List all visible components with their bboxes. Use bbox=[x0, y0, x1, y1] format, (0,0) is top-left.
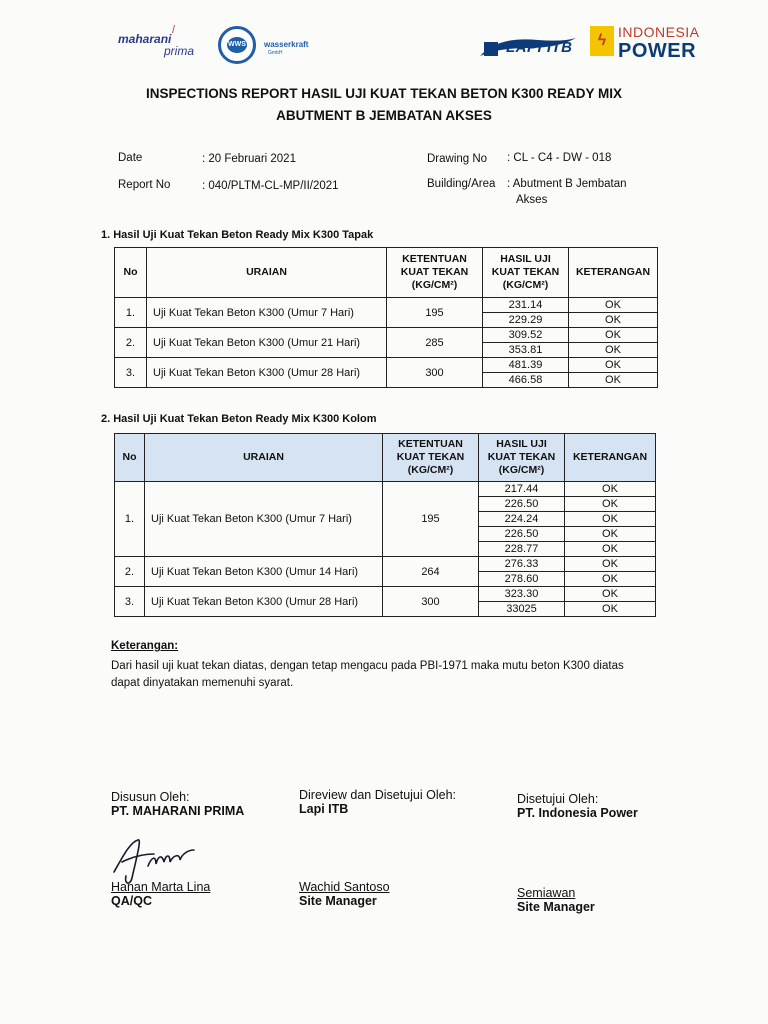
cell-ketentuan: 300 bbox=[387, 358, 483, 388]
cell-uraian: Uji Kuat Tekan Beton K300 (Umur 7 Hari) bbox=[145, 482, 383, 557]
cell-ketentuan: 195 bbox=[383, 482, 479, 557]
cell-hasil: 226.50 bbox=[479, 527, 565, 542]
cell-hasil: 231.14 bbox=[483, 298, 569, 313]
power-logo-text: POWER bbox=[618, 40, 697, 62]
keterangan-line1: Dari hasil uji kuat tekan diatas, dengan tetap mengacu pada PBI-1971 maka mutu beton K300 diatas bbox=[111, 660, 624, 672]
cell-ketentuan: 300 bbox=[383, 587, 479, 617]
tapak-results-table bbox=[114, 247, 658, 388]
header-no: No bbox=[115, 434, 145, 482]
cell-keterangan: OK bbox=[565, 587, 656, 602]
building-area-value-line2: Akses bbox=[516, 194, 548, 206]
indonesia-power-logo bbox=[590, 24, 708, 68]
table-row bbox=[115, 482, 656, 497]
cell-uraian: Uji Kuat Tekan Beton K300 (Umur 28 Hari) bbox=[145, 587, 383, 617]
signature-block-lapi bbox=[299, 788, 456, 816]
cell-no: 3. bbox=[115, 587, 145, 617]
header-uraian: URAIAN bbox=[145, 434, 383, 482]
header-no: No bbox=[115, 248, 147, 298]
wws-badge-text: WWS bbox=[227, 37, 247, 53]
cell-keterangan: OK bbox=[569, 358, 658, 373]
cell-keterangan: OK bbox=[565, 527, 656, 542]
header-keterangan: KETERANGAN bbox=[565, 434, 656, 482]
cell-hasil: 466.58 bbox=[483, 373, 569, 388]
wws-logo bbox=[218, 26, 338, 66]
signature-company: PT. MAHARANI PRIMA bbox=[111, 804, 245, 818]
kolom-results-table bbox=[114, 433, 656, 617]
cell-no: 1. bbox=[115, 298, 147, 328]
signatory-title: QA/QC bbox=[111, 894, 152, 908]
signature-block-indonesia-power bbox=[517, 792, 638, 820]
maharani-logo-text: maharani bbox=[118, 32, 172, 46]
cell-keterangan: OK bbox=[565, 497, 656, 512]
lightning-icon: ϟ bbox=[590, 26, 614, 56]
report-title-line2: ABUTMENT B JEMBATAN AKSES bbox=[276, 108, 492, 123]
cell-ketentuan: 264 bbox=[383, 557, 479, 587]
table-row bbox=[115, 557, 656, 572]
prima-logo-text: prima bbox=[164, 44, 195, 58]
header-ketentuan: KETENTUAN KUAT TEKAN (KG/CM²) bbox=[383, 434, 479, 482]
cell-hasil: 278.60 bbox=[479, 572, 565, 587]
cell-hasil: 217.44 bbox=[479, 482, 565, 497]
table-row bbox=[115, 298, 658, 313]
signature-role: Direview dan Disetujui Oleh: bbox=[299, 788, 457, 802]
table-row bbox=[115, 328, 658, 343]
cell-hasil: 228.77 bbox=[479, 542, 565, 557]
cell-no: 3. bbox=[115, 358, 147, 388]
cell-keterangan: OK bbox=[565, 512, 656, 527]
section2-title: 2. Hasil Uji Kuat Tekan Beton Ready Mix K300 Kolom bbox=[101, 413, 377, 425]
report-no-value: : 040/PLTM-CL-MP/II/2021 bbox=[202, 180, 339, 192]
header-ketentuan: KETENTUAN KUAT TEKAN (KG/CM²) bbox=[387, 248, 483, 298]
section1-title: 1. Hasil Uji Kuat Tekan Beton Ready Mix K300 Tapak bbox=[101, 229, 374, 241]
cell-hasil: 309.52 bbox=[483, 328, 569, 343]
building-area-label: Building/Area bbox=[427, 178, 496, 190]
signature-company: Lapi ITB bbox=[299, 802, 349, 816]
cell-uraian: Uji Kuat Tekan Beton K300 (Umur 21 Hari) bbox=[147, 328, 387, 358]
keterangan-text bbox=[111, 658, 671, 692]
cell-keterangan: OK bbox=[569, 298, 658, 313]
wws-name-text: wasserkraft bbox=[264, 40, 309, 49]
signatory-name: Wachid Santoso bbox=[299, 880, 390, 894]
signature-role: Disetujui Oleh: bbox=[517, 792, 599, 806]
cell-uraian: Uji Kuat Tekan Beton K300 (Umur 7 Hari) bbox=[147, 298, 387, 328]
signature-company: PT. Indonesia Power bbox=[517, 806, 638, 820]
lapi-logo-text: LAPI ITB bbox=[506, 39, 573, 56]
cell-keterangan: OK bbox=[565, 482, 656, 497]
cell-hasil: 33025 bbox=[479, 602, 565, 617]
cell-no: 2. bbox=[115, 557, 145, 587]
wws-circle-icon bbox=[218, 26, 256, 64]
keterangan-heading: Keterangan: bbox=[111, 640, 179, 652]
maharani-logo-mark-icon: / bbox=[172, 24, 176, 36]
cell-hasil: 224.24 bbox=[479, 512, 565, 527]
cell-keterangan: OK bbox=[569, 328, 658, 343]
signature-block-maharani bbox=[111, 790, 244, 818]
wws-sub-text: GmbH bbox=[268, 50, 283, 56]
signatory-title: Site Manager bbox=[517, 900, 595, 914]
cell-hasil: 276.33 bbox=[479, 557, 565, 572]
cell-hasil: 353.81 bbox=[483, 343, 569, 358]
cell-keterangan: OK bbox=[569, 343, 658, 358]
cell-keterangan: OK bbox=[569, 373, 658, 388]
signatory-title: Site Manager bbox=[299, 894, 377, 908]
table-row bbox=[115, 587, 656, 602]
drawing-no-label: Drawing No bbox=[427, 153, 488, 165]
cell-hasil: 323.30 bbox=[479, 587, 565, 602]
header-keterangan: KETERANGAN bbox=[569, 248, 658, 298]
cell-keterangan: OK bbox=[565, 602, 656, 617]
signature-role: Disusun Oleh: bbox=[111, 790, 190, 804]
signatory-name: Hanan Marta Lina bbox=[111, 880, 211, 894]
date-value: : 20 Februari 2021 bbox=[202, 153, 296, 165]
cell-keterangan: OK bbox=[569, 313, 658, 328]
header-hasil: HASIL UJI KUAT TEKAN (KG/CM²) bbox=[483, 248, 569, 298]
cell-hasil: 229.29 bbox=[483, 313, 569, 328]
indonesia-logo-text: INDONESIA bbox=[618, 24, 700, 40]
cell-hasil: 226.50 bbox=[479, 497, 565, 512]
drawing-no-value: : CL - C4 - DW - 018 bbox=[507, 152, 612, 164]
cell-keterangan: OK bbox=[565, 542, 656, 557]
header-hasil: HASIL UJI KUAT TEKAN (KG/CM²) bbox=[479, 434, 565, 482]
cell-ketentuan: 195 bbox=[387, 298, 483, 328]
cell-uraian: Uji Kuat Tekan Beton K300 (Umur 14 Hari) bbox=[145, 557, 383, 587]
lapi-itb-logo bbox=[478, 32, 586, 64]
cell-no: 1. bbox=[115, 482, 145, 557]
cell-keterangan: OK bbox=[565, 572, 656, 587]
report-title-line1: INSPECTIONS REPORT HASIL UJI KUAT TEKAN BETON K300 READY MIX bbox=[145, 86, 623, 101]
cell-ketentuan: 285 bbox=[387, 328, 483, 358]
maharani-prima-logo bbox=[112, 24, 212, 68]
cell-no: 2. bbox=[115, 328, 147, 358]
date-label: Date bbox=[118, 152, 143, 164]
signatory-name: Semiawan bbox=[517, 886, 576, 900]
signatory-lapi bbox=[299, 880, 390, 908]
cell-uraian: Uji Kuat Tekan Beton K300 (Umur 28 Hari) bbox=[147, 358, 387, 388]
header-uraian: URAIAN bbox=[147, 248, 387, 298]
building-area-value: : Abutment B Jembatan bbox=[507, 178, 627, 190]
signatory-maharani bbox=[111, 880, 210, 908]
keterangan-line2: dapat dinyatakan memenuhi syarat. bbox=[111, 677, 294, 689]
cell-hasil: 481.39 bbox=[483, 358, 569, 373]
signatory-indonesia-power bbox=[517, 886, 595, 914]
cell-keterangan: OK bbox=[565, 557, 656, 572]
report-no-label: Report No bbox=[118, 179, 171, 191]
table-row bbox=[115, 358, 658, 373]
